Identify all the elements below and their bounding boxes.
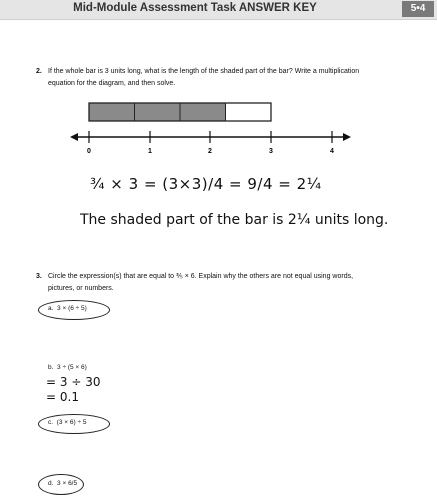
option-d-expression: 3 × 6/5 <box>57 480 78 487</box>
option-c <box>48 419 86 426</box>
page-header <box>0 0 437 20</box>
question-2-number: 2. <box>36 68 42 75</box>
question-2-line2: equation for the diagram, and then solve. <box>48 80 176 87</box>
option-b <box>48 364 87 371</box>
number-line-label: 2 <box>208 148 212 155</box>
option-b-work-line1: = 3 ÷ 30 <box>46 375 101 389</box>
option-b-work-line2: = 0.1 <box>46 390 79 404</box>
number-line-left-arrow <box>70 133 78 141</box>
option-a-label: a. <box>48 305 54 312</box>
option-d-label: d. <box>48 480 54 487</box>
number-line-label: 1 <box>148 148 152 155</box>
number-line-label: 0 <box>87 148 91 155</box>
option-c-expression: (3 × 6) ÷ 5 <box>56 419 87 426</box>
number-line-label: 3 <box>269 148 273 155</box>
option-b-label: b. <box>48 364 54 371</box>
option-b-expression: 3 ÷ (5 × 6) <box>57 364 87 371</box>
question-2-line1: If the whole bar is 3 units long, what is the length of the shaded part of the bar? Write a multiplication <box>48 68 360 75</box>
option-c-label: c. <box>48 419 54 426</box>
option-a <box>48 305 87 312</box>
number-line-label: 4 <box>330 148 334 155</box>
handwritten-equation: ¾ × 3 = (3×3)/4 = 9/4 = 2¼ <box>90 175 322 193</box>
question-2-prompt <box>36 66 416 90</box>
question-3-line1: Circle the expression(s) that are equal to ⅗ × 6. Explain why the others are not equal using words, <box>48 273 354 280</box>
header-title: Mid-Module Assessment Task ANSWER KEY <box>73 2 317 14</box>
question-3-line2: pictures, or numbers. <box>48 285 114 292</box>
question-3-prompt <box>36 271 421 295</box>
tape-bar-shaded <box>89 103 225 121</box>
option-d <box>48 480 77 487</box>
handwritten-answer: The shaded part of the bar is 2¼ units long. <box>80 212 389 228</box>
module-badge: 5•4 <box>402 1 434 17</box>
option-a-expression: 3 × (6 ÷ 5) <box>57 305 87 312</box>
question-3-number: 3. <box>36 273 42 280</box>
number-line-right-arrow <box>343 133 351 141</box>
